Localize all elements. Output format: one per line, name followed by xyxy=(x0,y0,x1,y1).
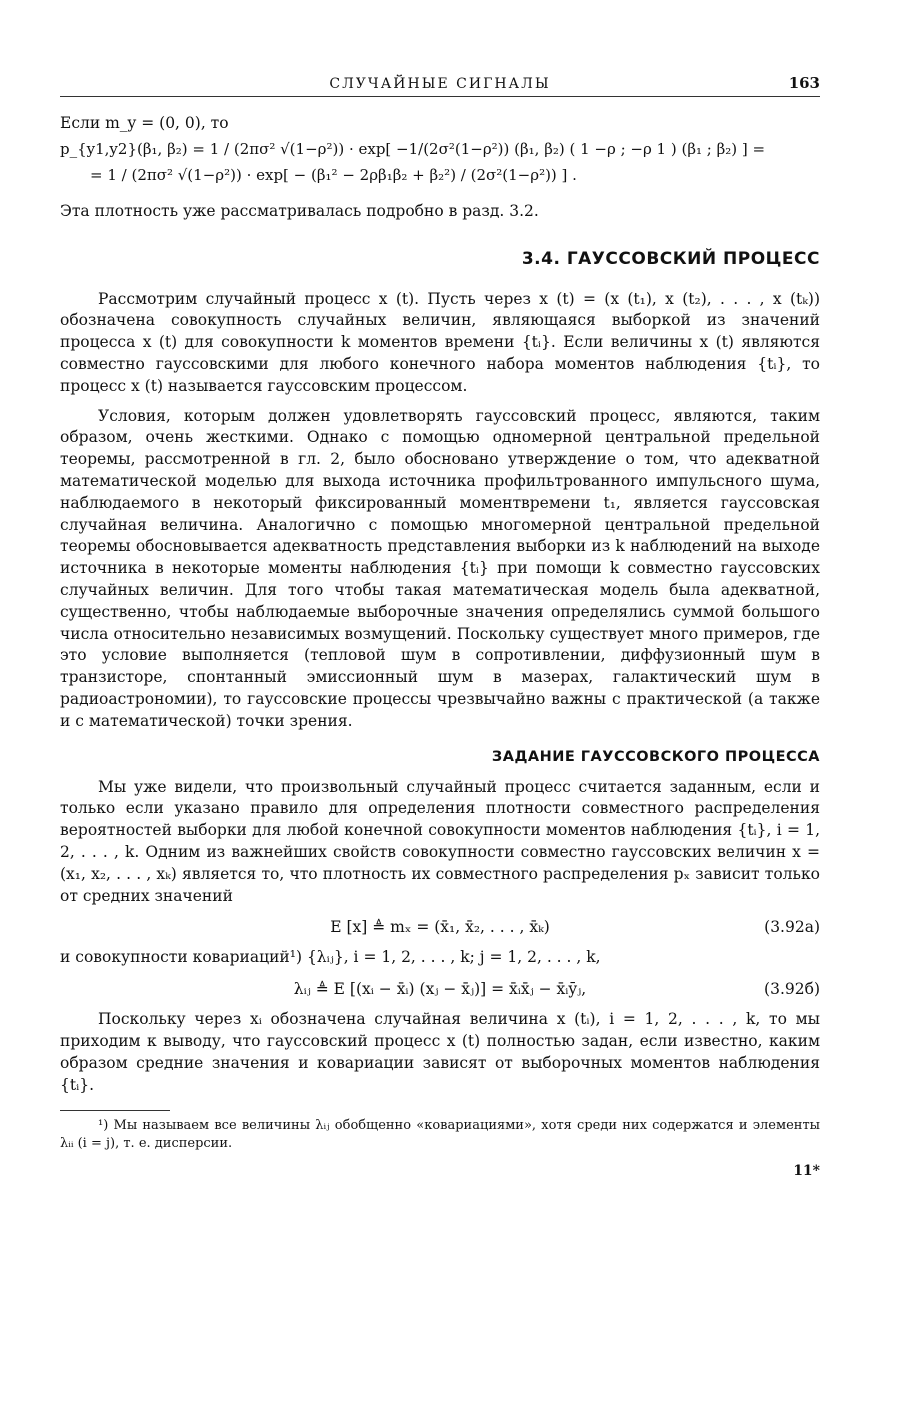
footnote: ¹) Мы называем все величины λᵢⱼ обобщенно «ковариациями», хотя среди них содержатся и элементы λᵢᵢ (i = j), т. е. дисперсии. xyxy=(60,1118,820,1152)
equation-3-92a xyxy=(60,915,820,939)
page xyxy=(60,70,820,1179)
density-formula-line-2: = 1 / (2πσ² √(1−ρ²)) · exp[ − (β₁² − 2ρβ₁β₂ + β₂²) / (2σ²(1−ρ²)) ] . xyxy=(90,165,577,184)
equation-3-92b-number: (3.92б) xyxy=(764,980,820,999)
section-paragraph-2: Условия, которым должен удовлетворять гауссовский процесс, являются, таким образом, очень жесткими. Однако с помощью одномерной центральной предельной теоремы, рассмотренной в гл. 2, было обосновано утверждение о том, что адекватной математической моделью для выхода источника профильтрованного импульсного шума, наблюдаемого в некоторый фиксированный моментвремени t₁, является гауссовская случайная величина. Аналогично с помощью многомерной центральной предельной теоремы обосновывается адекватность представления выборки из k наблюдений на выходе источника в некоторые моменты наблюдения {tᵢ} при помощи k совместно гауссовских случайных величин. Для того чтобы такая математическая модель была адекватной, существенно, чтобы наблюдаемые выборочные значения определялись суммой большого числа относительно независимых возмущений. Поскольку существует много примеров, где это условие выполняется (тепловой шум в сопротивлении, диффузионный шум в транзисторе, спонтанный эмиссионный шум в мазерах, галактический шум в радиоастрономии), то гауссовские процессы чрезвычайно важны с практической (а также и с математической) точки зрения. xyxy=(60,406,820,730)
page-number: 163 xyxy=(788,74,820,92)
signature-mark: 11* xyxy=(793,1163,820,1180)
running-head-title: СЛУЧАЙНЫЕ СИГНАЛЫ xyxy=(329,76,551,92)
subsection-paragraph-3: Поскольку через xᵢ обозначена случайная величина x (tᵢ), i = 1, 2, . . . , k, то мы приходим к выводу, что гауссовский процесс x (t) полностью задан, если известно, каким образом средние значения и ковариации зависят от выборочных моментов наблюдения {tᵢ}. xyxy=(60,1010,820,1094)
running-head xyxy=(60,70,820,97)
subsection-heading: ЗАДАНИЕ ГАУССОВСКОГО ПРОЦЕССА xyxy=(491,748,820,765)
equation-3-92a-number: (3.92а) xyxy=(764,918,820,937)
equation-3-92b-body: λᵢⱼ ≜ E [(xᵢ − x̄ᵢ) (xⱼ − x̄ⱼ)] = x̄ᵢx̄ⱼ − x̄ᵢȳⱼ, xyxy=(293,980,587,999)
subsection-paragraph-2: и совокупности ковариаций¹) {λᵢⱼ}, i = 1, 2, . . . , k; j = 1, 2, . . . , k, xyxy=(60,948,601,967)
density-formula-line-1: p_{y1,y2}(β₁, β₂) = 1 / (2πσ² √(1−ρ²)) · exp[ −1/(2σ²(1−ρ²)) (β₁, β₂) ( 1 −ρ ; −ρ 1 ) (β₁ ; β₂) ] = xyxy=(60,139,766,158)
footnote-divider xyxy=(60,1110,170,1111)
section-paragraph-1: Рассмотрим случайный процесс x (t). Пусть через x (t) = (x (t₁), x (t₂), . . . , x (tₖ)) обозначена совокупность случайных величин, являющаяся выборкой из значений процесса x (t) для совокупности k моментов времени {tᵢ}. Если величины x (t) являются совместно гауссовскими для любого конечного набора моментов наблюдения {tᵢ}, то процесс x (t) называется гауссовским процессом. xyxy=(60,289,820,395)
equation-3-92b xyxy=(60,977,820,1001)
density-note: Эта плотность уже рассматривалась подробно в разд. 3.2. xyxy=(60,201,539,220)
section-heading: 3.4. ГАУССОВСКИЙ ПРОЦЕСС xyxy=(521,248,820,269)
equation-3-92a-body: E [x] ≜ mₓ = (x̄₁, x̄₂, . . . , x̄ₖ) xyxy=(330,918,550,937)
condition-text: Если m_y = (0, 0), то xyxy=(60,114,229,132)
subsection-paragraph-1: Мы уже видели, что произвольный случайный процесс считается заданным, если и только если указано правило для определения плотности совместного распределения вероятностей выборки для любой конечной совокупности моментов наблюдения {tᵢ}, i = 1, 2, . . . , k. Одним из важнейших свойств совокупности совместно гауссовских величин x = (x₁, x₂, . . . , xₖ) является то, что плотность их совместного распределения pₓ зависит только от средних значений xyxy=(60,777,820,905)
